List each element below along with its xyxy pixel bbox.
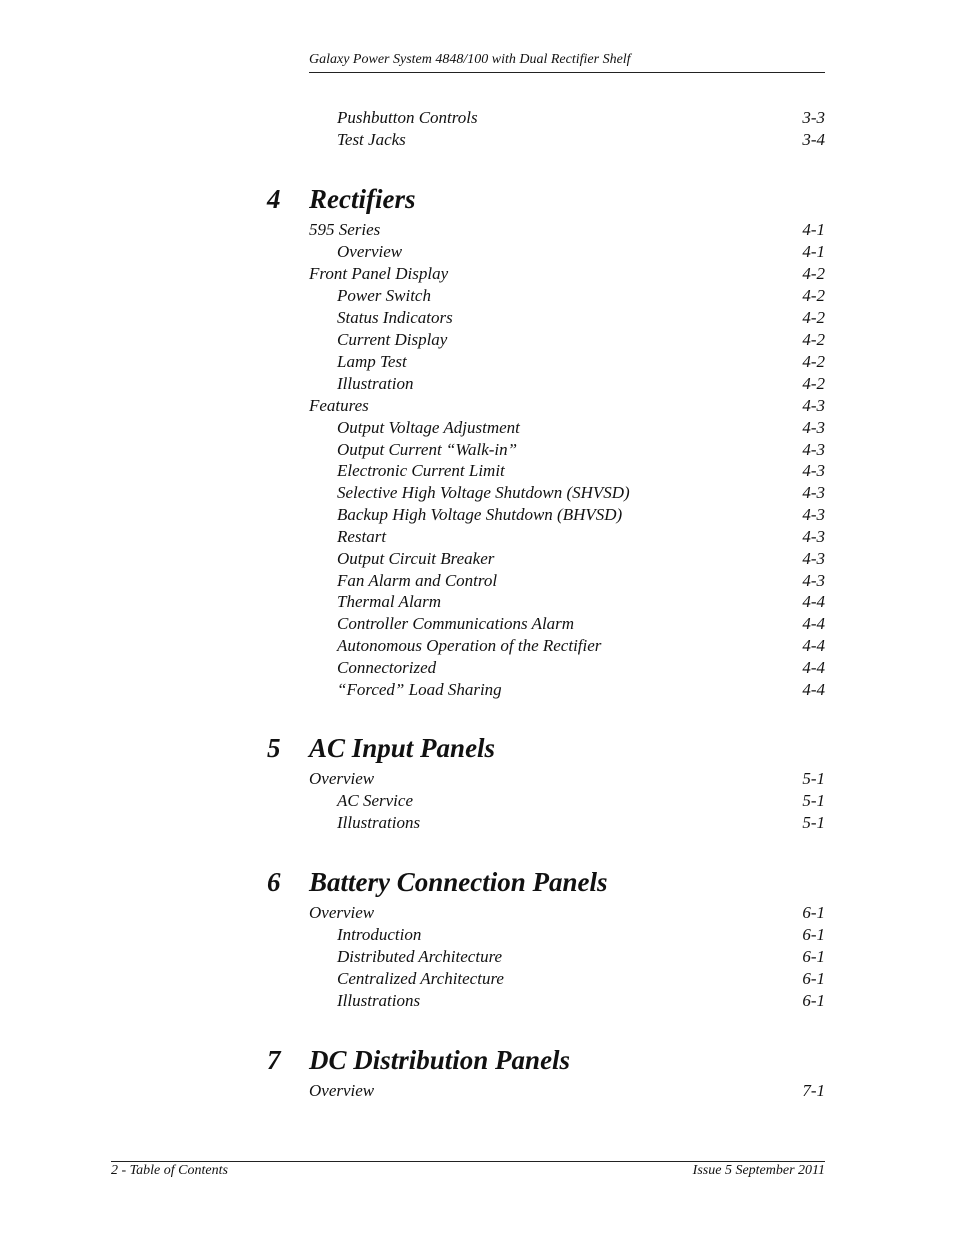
toc-entry [309, 1080, 825, 1102]
toc-entry [337, 657, 825, 679]
chapter-number: 4 [267, 184, 281, 214]
toc-entry-page: 4-4 [802, 614, 825, 633]
toc-entry-label: Overview [309, 1081, 375, 1100]
toc-entry-page: 4-3 [802, 418, 825, 437]
toc-entry [337, 307, 825, 329]
toc-entry [337, 679, 825, 701]
header-rule [309, 72, 825, 73]
toc-entry-page: 5-1 [802, 769, 825, 788]
toc-entry [337, 439, 825, 461]
toc-entry-label: 595 Series [309, 220, 381, 239]
toc-entry [309, 219, 825, 241]
chapter-title: Rectifiers [309, 184, 416, 214]
toc-entry-label: AC Service [337, 791, 413, 810]
toc-entry-label: Electronic Current Limit [337, 461, 505, 480]
toc-entry [337, 591, 825, 613]
footer-rule [111, 1161, 825, 1162]
toc-entry [337, 812, 825, 834]
toc-entry-page: 4-3 [802, 440, 825, 459]
toc-entry-page: 5-1 [802, 791, 825, 810]
toc-entry-label: Illustration [337, 374, 414, 393]
toc-entry-label: Front Panel Display [309, 264, 449, 283]
toc-entry-label: Fan Alarm and Control [337, 571, 498, 590]
toc-entry-page: 6-1 [802, 947, 825, 966]
toc-entry-label: Overview [309, 903, 375, 922]
toc-entry [337, 351, 825, 373]
toc-entry [337, 990, 825, 1012]
toc-entry [337, 417, 825, 439]
toc-entry-page: 7-1 [802, 1081, 825, 1100]
toc-entry [337, 460, 825, 482]
toc-entry-page: 5-1 [802, 813, 825, 832]
toc-entry [337, 482, 825, 504]
toc-entry [337, 924, 825, 946]
toc-entry-page: 3-3 [802, 108, 825, 127]
toc-entry-page: 4-4 [802, 680, 825, 699]
toc-entry-label: Pushbutton Controls [337, 108, 478, 127]
toc-entry-label: Output Current “Walk-in” [337, 440, 518, 459]
toc-entry [337, 373, 825, 395]
toc-entry-label: Output Voltage Adjustment [337, 418, 520, 437]
toc-entry [309, 768, 825, 790]
toc-entry [337, 504, 825, 526]
toc-entry-page: 4-2 [802, 352, 825, 371]
toc-entry-label: Overview [337, 242, 403, 261]
toc-entry [337, 129, 825, 151]
toc-entry-page: 6-1 [802, 925, 825, 944]
toc-entry-label: Features [309, 396, 369, 415]
toc-entry [337, 329, 825, 351]
footer-issue-date: Issue 5 September 2011 [692, 1163, 825, 1178]
toc-entry [337, 107, 825, 129]
chapter-title: DC Distribution Panels [309, 1045, 571, 1075]
toc-entry-page: 4-3 [802, 396, 825, 415]
toc-entry-label: Introduction [337, 925, 422, 944]
toc-entry [309, 263, 825, 285]
toc-entry-label: Selective High Voltage Shutdown (SHVSD) [337, 483, 630, 502]
toc-entry [337, 241, 825, 263]
toc-entry-page: 4-3 [802, 571, 825, 590]
toc-entry-label: Current Display [337, 330, 448, 349]
toc-entry-page: 4-2 [802, 286, 825, 305]
toc-entry-page: 4-3 [802, 527, 825, 546]
chapter-number: 5 [267, 733, 281, 763]
toc-entry [337, 570, 825, 592]
toc-entry [337, 548, 825, 570]
toc-entry [337, 285, 825, 307]
toc-entry-page: 4-1 [802, 220, 825, 239]
toc-entry-label: Power Switch [337, 286, 431, 305]
toc-entry-label: Autonomous Operation of the Rectifier [337, 636, 602, 655]
footer-section-label: 2 - Table of Contents [111, 1163, 228, 1178]
toc-entry [309, 395, 825, 417]
toc-entry-label: Backup High Voltage Shutdown (BHVSD) [337, 505, 623, 524]
toc-entry [337, 946, 825, 968]
toc-entry-label: Test Jacks [337, 130, 406, 149]
chapter-title: Battery Connection Panels [309, 867, 608, 897]
toc-entry-page: 6-1 [802, 991, 825, 1010]
toc-entry-page: 4-2 [802, 374, 825, 393]
chapter-title: AC Input Panels [309, 733, 496, 763]
toc-entry-page: 4-2 [802, 264, 825, 283]
toc-entry-label: Illustrations [337, 991, 421, 1010]
toc-entry-label: Illustrations [337, 813, 421, 832]
chapter-number: 6 [267, 867, 281, 897]
toc-entry-page: 4-3 [802, 483, 825, 502]
toc-entry [337, 968, 825, 990]
toc-entry-label: Thermal Alarm [337, 592, 442, 611]
toc-entry-page: 4-3 [802, 549, 825, 568]
toc-entry-page: 4-4 [802, 658, 825, 677]
toc-entry-page: 4-3 [802, 461, 825, 480]
toc-entry [309, 902, 825, 924]
toc-entry-page: 4-2 [802, 308, 825, 327]
toc-entry-page: 4-3 [802, 505, 825, 524]
chapter-number: 7 [267, 1045, 281, 1075]
toc-entry-page: 4-4 [802, 636, 825, 655]
toc-entry-label: Status Indicators [337, 308, 453, 327]
toc-entry-page: 6-1 [802, 903, 825, 922]
toc-entry-label: Controller Communications Alarm [337, 614, 575, 633]
toc-entry-page: 6-1 [802, 969, 825, 988]
toc-entry-label: Restart [337, 527, 387, 546]
toc-entry-label: Lamp Test [337, 352, 407, 371]
toc-entry-label: Overview [309, 769, 375, 788]
toc-entry [337, 790, 825, 812]
toc-entry-page: 4-1 [802, 242, 825, 261]
toc-entry-page: 3-4 [802, 130, 825, 149]
toc-entry [337, 526, 825, 548]
toc-entry-label: “Forced” Load Sharing [337, 680, 502, 699]
toc-entry [337, 613, 825, 635]
toc-entry-page: 4-4 [802, 592, 825, 611]
toc-entry-label: Distributed Architecture [337, 947, 503, 966]
running-header: Galaxy Power System 4848/100 with Dual Rectifier Shelf [309, 52, 631, 67]
toc-entry-label: Connectorized [337, 658, 437, 677]
toc-entry [337, 635, 825, 657]
toc-entry-label: Output Circuit Breaker [337, 549, 495, 568]
toc-entry-label: Centralized Architecture [337, 969, 504, 988]
toc-entry-page: 4-2 [802, 330, 825, 349]
